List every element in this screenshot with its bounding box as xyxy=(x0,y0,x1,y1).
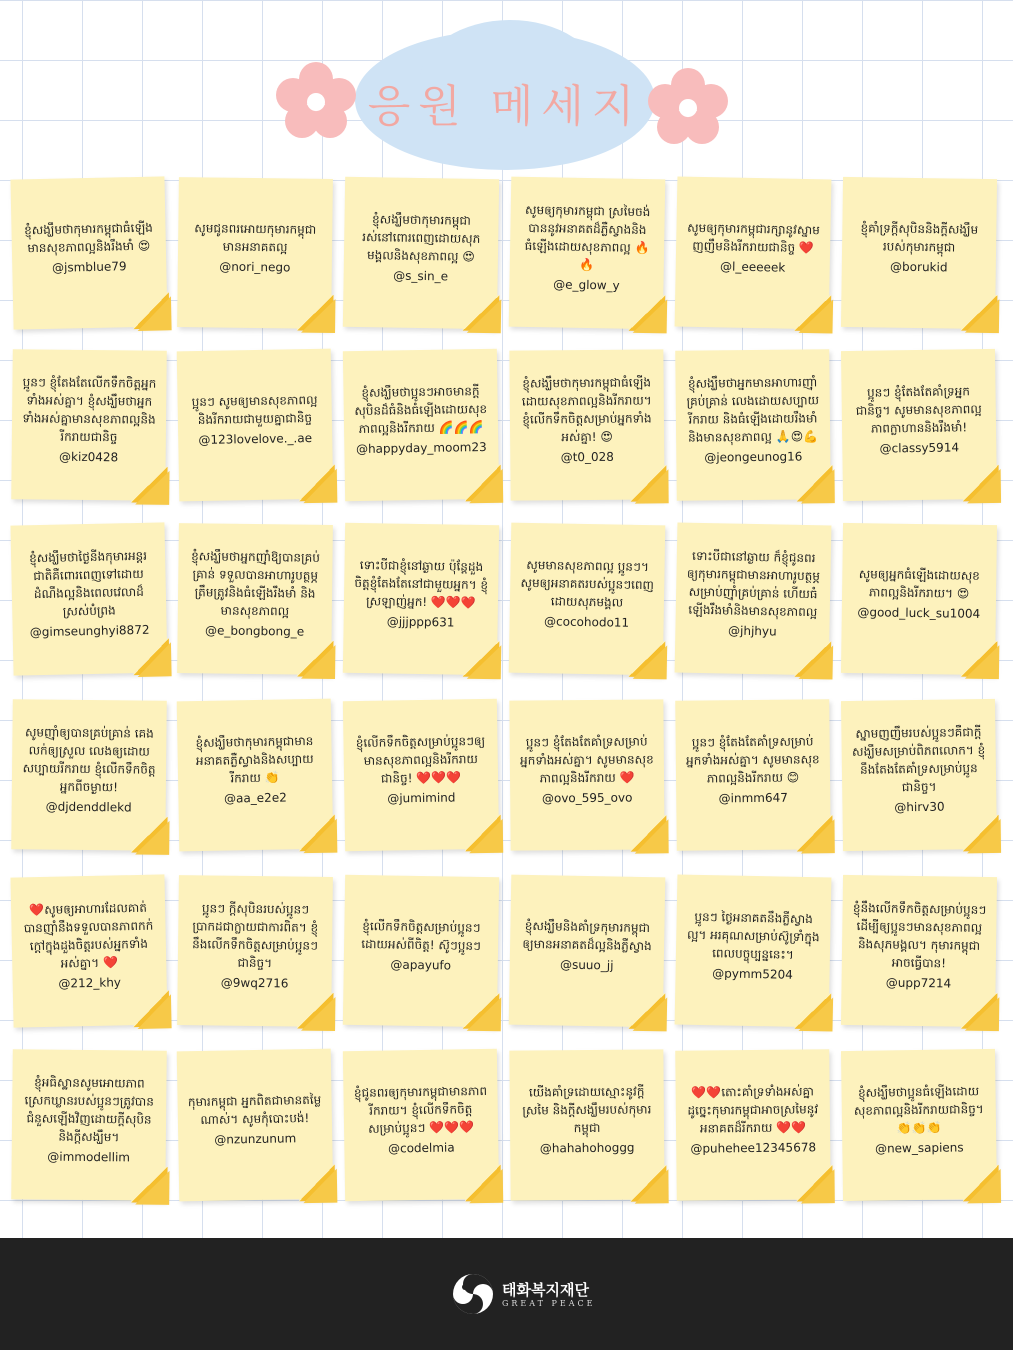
note-message: ខ្ញុំសង្ឃឹមថាអ្នកញ៉ាំឱ្យបានគ្រប់គ្រាន់ ទទួលបានអាហារូបត្ថម្ភត្រឹមត្រូវនិងធំឡើងរឹងមាំ និងមានសុខភាពល្អ xyxy=(191,549,320,619)
note-message: កុមារកម្ពុជា អ្នកពិតជាមានតម្លៃណាស់។ សូមកុំបោះបង់! xyxy=(187,1092,322,1127)
page-curl xyxy=(629,641,666,678)
note-handle: @inmm647 xyxy=(718,790,788,806)
page-curl xyxy=(299,1165,336,1202)
note-message: ខ្ញុំគាំទ្រក្តីសុបិននិងក្តីសង្ឃឹមរបស់កុមារកម្ពុជា xyxy=(860,221,979,255)
note-message: ខ្ញុំសង្ឃឹមនិងគាំទ្រកុមារកម្ពុជាឲ្យមានអនាគតដ៏ល្អនិងភ្លឺស្វាង xyxy=(522,918,652,954)
note-message: ប្អូនៗ ថ្ងៃអនាគតនឹងភ្លឺស្វាងល្អ។ អរគុណសម្រាប់ស៊ូទ្រាំក្នុងពេលបច្ចុប្បន្ននេះ។ xyxy=(686,909,820,962)
page-curl xyxy=(465,1165,502,1202)
note-handle: @classy5914 xyxy=(879,440,960,456)
page-curl xyxy=(299,815,336,852)
note-message: ខ្ញុំសង្ឃឹមថាកុមារកម្ពុជាធំឡើងដោយសុខភាពល្អនិងរីករាយ។ ខ្ញុំលើកទឹកចិត្តសម្រាប់អ្នកទាំងអស់គ្នា! 😍 xyxy=(521,375,652,445)
note-handle: @pymm5204 xyxy=(712,966,793,982)
sticky-note xyxy=(343,523,499,675)
sticky-note xyxy=(11,699,167,851)
note-message: ខ្ញុំអធិស្ឋានសូមអោយភាពស្រេកឃ្លានរបស់ប្អូនៗត្រូវបានជំនួសឡើងវិញដោយក្តីសុបិននិងក្តីសង្ឃឹម។ xyxy=(24,1075,154,1145)
note-handle: @puhehee12345678 xyxy=(690,1140,817,1156)
note-message: សូមមានសុខភាពល្អ ប្អូនៗ។ សូមឲ្យអនាគតរបស់ប្អូនៗពេញដោយសុភមង្គល xyxy=(520,557,655,610)
note-handle: @t0_028 xyxy=(560,449,614,465)
page-curl xyxy=(961,641,997,677)
page-curl xyxy=(795,641,832,678)
sticky-note xyxy=(841,875,997,1027)
sticky-note xyxy=(10,522,167,675)
note-message: សូមឲ្យកុមារកម្ពុជារក្សានូវស្នាមញញឹមនិងរីករាយជានិច្ច ❤️ xyxy=(687,220,820,256)
note-message: ខ្ញុំសង្ឃឹមថាប្អូនធំឡើងដោយសុខភាពល្អនិងរីករាយជានិច្ច។ 👏👏👏 xyxy=(853,1084,984,1136)
note-message: ខ្ញុំសង្ឃឹមថាកុមារកម្ពុជារស់នៅពោរពេញដោយសុភមង្គលនិងសុខភាពល្អ 😍 xyxy=(362,212,481,264)
page-curl xyxy=(465,815,502,852)
note-message: ខ្ញុំសង្ឃឹមថាប្អូនៗអាចមានក្តីសុបិនដ៏ធំនិងធំឡើងដោយសុខភាពល្អនិងរីករាយ 🌈🌈🌈 xyxy=(354,384,488,436)
page-curl xyxy=(630,465,666,501)
note-handle: @immodellim xyxy=(47,1149,131,1165)
sticky-note xyxy=(509,523,666,676)
sticky-note xyxy=(177,875,333,1027)
note-handle: @e_glow_y xyxy=(553,277,620,293)
note-message: ប្អូនៗ ក្តីសុបិនរបស់ប្អូនៗប្រាកដជាក្លាយជាការពិត។ ខ្ញុំនឹងលើកទឹកចិត្តសម្រាប់ប្អូនៗជានិច្ច។ xyxy=(192,901,319,971)
page-curl xyxy=(133,638,170,675)
note-handle: @nori_nego xyxy=(219,259,291,275)
page-curl xyxy=(463,295,500,332)
sticky-note xyxy=(343,177,499,329)
note-handle: @happyday_moom23 xyxy=(355,439,487,457)
sticky-note xyxy=(509,177,666,330)
note-message: ❤️សូមឲ្យអាហារដែលគាត់បានញ៉ាំនឹងទទួលបានភាពកក់ក្តៅក្នុងដួងចិត្តរបស់អ្នកទាំងអស់គ្នា។ ❤️ xyxy=(23,900,154,971)
sticky-note xyxy=(10,874,167,1027)
note-message: សូមជូនពរអោយកុមារកម្ពុជាមានអនាគតល្អ xyxy=(194,221,317,255)
note-handle: @jjjppp631 xyxy=(386,614,455,630)
note-message: ប្អូនៗ សូមឲ្យមានសុខភាពល្អនិងរីករាយជាមួយគ្នាជានិច្ច xyxy=(191,392,318,427)
sticky-note xyxy=(841,177,997,329)
note-handle: @hahahohoggg xyxy=(539,1140,635,1156)
page-curl xyxy=(299,465,336,502)
note-handle: @upp7214 xyxy=(885,975,952,991)
sticky-note xyxy=(675,349,831,501)
note-message: ខ្ញុំសង្ឃឹមថាអ្នកមានអាហារញ៉ាំគ្រប់គ្រាន់ លេងដោយសប្បាយរីករាយ និងធំឡើងដោយរឹងមាំ និងមានសុខភាពល្អ 🙏😍💪 xyxy=(686,375,820,445)
sticky-note xyxy=(509,1049,664,1200)
note-handle: @212_khy xyxy=(58,975,122,991)
note-handle: @suuo_jj xyxy=(559,957,614,973)
note-message: ខ្ញុំលើកទឹកចិត្តសម្រាប់ប្អូនៗដោយអស់ពីចិត្ត! ស៊ូៗប្អូនៗ xyxy=(361,919,482,953)
page-curl xyxy=(297,295,333,331)
page-curl xyxy=(465,465,502,502)
page-title: 응원 메세지 xyxy=(367,81,643,132)
note-handle: @borukid xyxy=(890,259,948,275)
logo-english-text: GREAT PEACE xyxy=(502,1299,596,1308)
note-message: ខ្ញុំសង្ឃឹមថាកុមារកម្ពុជាមានអនាគតភ្លឺស្វាងនិងសប្បាយរីករាយ 👏 xyxy=(195,733,314,786)
note-message: សូមឲ្យកុមារកម្ពុជា ស្រមៃចង់បាននូវអនាគតដ៏ភ្លឺស្វាងនិងធំឡើងដោយសុខភាពល្អ 🔥🔥 xyxy=(524,202,651,273)
sticky-note xyxy=(11,1049,167,1201)
note-message: ទោះបីជានៅឆ្ងាយ ក៏ខ្ញុំជូនពរឲ្យកុមារកម្ពុជាមានអាហារូបត្ថម្ភសម្រាប់ញ៉ាំគ្រប់គ្រាន់ ហើយធំឡើងរឹងមាំនិងមានសុខភាពល្អ xyxy=(686,548,821,620)
page-curl xyxy=(463,993,500,1030)
note-message: យើងគាំទ្រដោយស្មោះនូវក្តីស្រមៃ និងក្តីសង្ឃឹមរបស់កុមារកម្ពុជា xyxy=(522,1084,652,1136)
page-curl xyxy=(796,465,832,501)
sticky-note xyxy=(509,875,666,1028)
page-curl xyxy=(131,1166,167,1202)
page-curl xyxy=(795,993,832,1030)
note-message: ប្អូនៗ ខ្ញុំតែងតែលើកទឹកចិត្តអ្នកទាំងអស់គ្នា។ ខ្ញុំសង្ឃឹមថាអ្នកទាំងអស់គ្នាមានសុខភាពល្អនិងរីករាយជានិច្ច xyxy=(22,375,157,445)
page-curl xyxy=(963,815,999,851)
page-curl xyxy=(795,295,832,332)
sticky-note xyxy=(675,699,831,851)
page-curl xyxy=(961,993,997,1029)
sticky-note xyxy=(177,699,334,852)
note-message: ប្អូនៗ ខ្ញុំតែងតែគាំទ្រសម្រាប់អ្នកទាំងអស់គ្នា។ សូមមានសុខភាពល្អនិងរីករាយ 😊 xyxy=(685,734,820,786)
note-handle: @aa_e2e2 xyxy=(223,790,287,806)
note-handle: @cocohodo11 xyxy=(543,614,630,630)
note-message: ប្អូនៗ ខ្ញុំតែងតែគាំទ្រសម្រាប់អ្នកទាំងអស់គ្នា។ សូមមានសុខភាពល្អនិងរីករាយ ❤️ xyxy=(519,734,654,786)
note-handle: @jeongeunog16 xyxy=(704,449,803,465)
page-curl xyxy=(297,641,333,677)
sticky-note xyxy=(675,177,832,330)
note-message: ខ្ញុំជូនពរឲ្យកុមារកម្ពុជាមានភាពរីករាយ។ ខ្ញុំលើកទឹកចិត្តសម្រាប់ប្អូនៗ ❤️❤️❤️ xyxy=(353,1083,488,1136)
sticky-note xyxy=(343,349,499,501)
note-message: ❤️❤️តោះគាំទ្រទាំងអស់គ្នា ដូច្នេះកុមារកម្ពុជាអាចស្រមៃនូវអនាគតដ៏រីករាយ ❤️❤️ xyxy=(687,1084,819,1136)
sticky-note xyxy=(675,1049,831,1201)
page-curl xyxy=(131,466,167,502)
note-handle: @nzunzunum xyxy=(214,1131,297,1147)
page-curl xyxy=(131,816,167,852)
sticky-note xyxy=(841,349,997,501)
page-curl xyxy=(133,990,170,1027)
note-message: ខ្ញុំសង្ឃឹមថាកុមារកម្ពុជាធំឡើងមានសុខភាពល្អនិងរឹងមាំ 😍 xyxy=(24,220,153,256)
note-message: សូមញ៉ាំឲ្យបានគ្រប់គ្រាន់ គេងលក់ឲ្យស្រួល លេងឲ្យដោយសប្បាយរីករាយ ខ្ញុំលើកទឹកចិត្តអ្នកពីចម្ងាយ! xyxy=(22,725,156,795)
page-curl xyxy=(963,465,999,501)
sticky-note xyxy=(177,1049,334,1202)
note-handle: @123lovelove._.ae xyxy=(198,431,313,447)
sticky-note xyxy=(841,699,997,851)
sticky-note xyxy=(10,176,167,329)
note-message: សូមឲ្យអ្នកធំឡើងដោយសុខភាពល្អនិងរីករាយ។ 😍 xyxy=(858,567,980,601)
page-curl xyxy=(963,1165,999,1201)
sticky-note xyxy=(343,1049,499,1201)
sticky-note xyxy=(509,699,664,850)
note-handle: @gimseunghyi8872 xyxy=(29,622,150,640)
sticky-note xyxy=(11,349,167,501)
page-curl xyxy=(463,641,500,678)
note-handle: @good_luck_su1004 xyxy=(857,605,981,621)
sticky-note xyxy=(675,523,832,676)
note-handle: @codelmia xyxy=(387,1140,455,1156)
note-handle: @jumimind xyxy=(387,790,456,806)
note-message: ខ្ញុំលើកទឹកចិត្តសម្រាប់ប្អូនៗឲ្យមានសុខភាពល្អនិងរីករាយជានិច្ច! ❤️❤️❤️ xyxy=(355,733,486,786)
note-handle: @jsmblue79 xyxy=(51,259,127,275)
sticky-note xyxy=(177,349,334,502)
sticky-note xyxy=(841,523,997,675)
note-handle: @kiz0428 xyxy=(59,449,119,465)
sticky-note xyxy=(177,523,333,675)
page-curl xyxy=(961,295,997,331)
page-curl xyxy=(629,993,666,1030)
note-message: ស្នាមញញឹមរបស់ប្អូនៗគឺជាក្តីសង្ឃឹមសម្រាប់ពិភពលោក។ ខ្ញុំនឹងតែងតែគាំទ្រសម្រាប់ប្អូនជានិច្ច។ xyxy=(851,725,986,795)
note-handle: @ovo_595_ovo xyxy=(541,790,633,806)
sticky-note xyxy=(343,875,499,1027)
note-handle: @apayufo xyxy=(390,957,452,973)
sticky-note xyxy=(509,349,664,500)
page-curl xyxy=(630,1165,666,1201)
page-curl xyxy=(133,292,170,329)
logo-korean-text: 태화복지재단 xyxy=(502,1281,589,1299)
page-curl xyxy=(629,295,666,332)
taiwha-logo-icon xyxy=(452,1273,494,1315)
page-curl xyxy=(297,993,333,1029)
sticky-note xyxy=(841,1049,997,1201)
note-message: ខ្ញុំសង្ឃឹមថាថ្ងៃនីងកុមារអន្តរជាតិគឺពោរពេញទៅដោយដំណឹងល្អនិងពេលវេលាដ៏ស្រស់បំព្រង xyxy=(29,548,148,619)
sticky-note xyxy=(675,875,832,1028)
note-handle: @hirv30 xyxy=(894,799,945,815)
note-handle: @e_bongbong_e xyxy=(204,623,305,639)
page-curl xyxy=(796,1165,832,1201)
note-message: ទោះបីជាខ្ញុំនៅឆ្ងាយ ប៉ុន្តែដួងចិត្តខ្ញុំតែងតែនៅជាមួយអ្នក។ ខ្ញុំស្រឡាញ់អ្នក! ❤️❤️❤️ xyxy=(354,558,489,610)
note-handle: @djdenddlekd xyxy=(45,799,132,815)
sticky-note xyxy=(177,177,333,329)
note-handle: @jhjhyu xyxy=(727,623,777,639)
note-message: ប្អូនៗ ខ្ញុំតែងតែគាំទ្រអ្នកជានិច្ច។ សូមមានសុខភាពល្អ ភាពក្លាហាននិងរឹងមាំ! xyxy=(855,384,982,436)
sticky-note xyxy=(343,699,499,851)
note-handle: @9wq2716 xyxy=(220,975,289,991)
note-handle: @l_eeeeek xyxy=(719,259,786,275)
note-handle: @new_sapiens xyxy=(874,1140,964,1156)
page-curl xyxy=(796,815,832,851)
page-curl xyxy=(630,815,666,851)
note-handle: @s_sin_e xyxy=(393,268,449,284)
note-message: ខ្ញុំនឹងលើកទឹកចិត្តសម្រាប់ប្អូនៗដើម្បីឲ្យប្អូនៗមានសុខភាពល្អ និងសុភមង្គល។ កុមារកម្ពុជាអាចធ្វើបាន! xyxy=(852,901,987,971)
